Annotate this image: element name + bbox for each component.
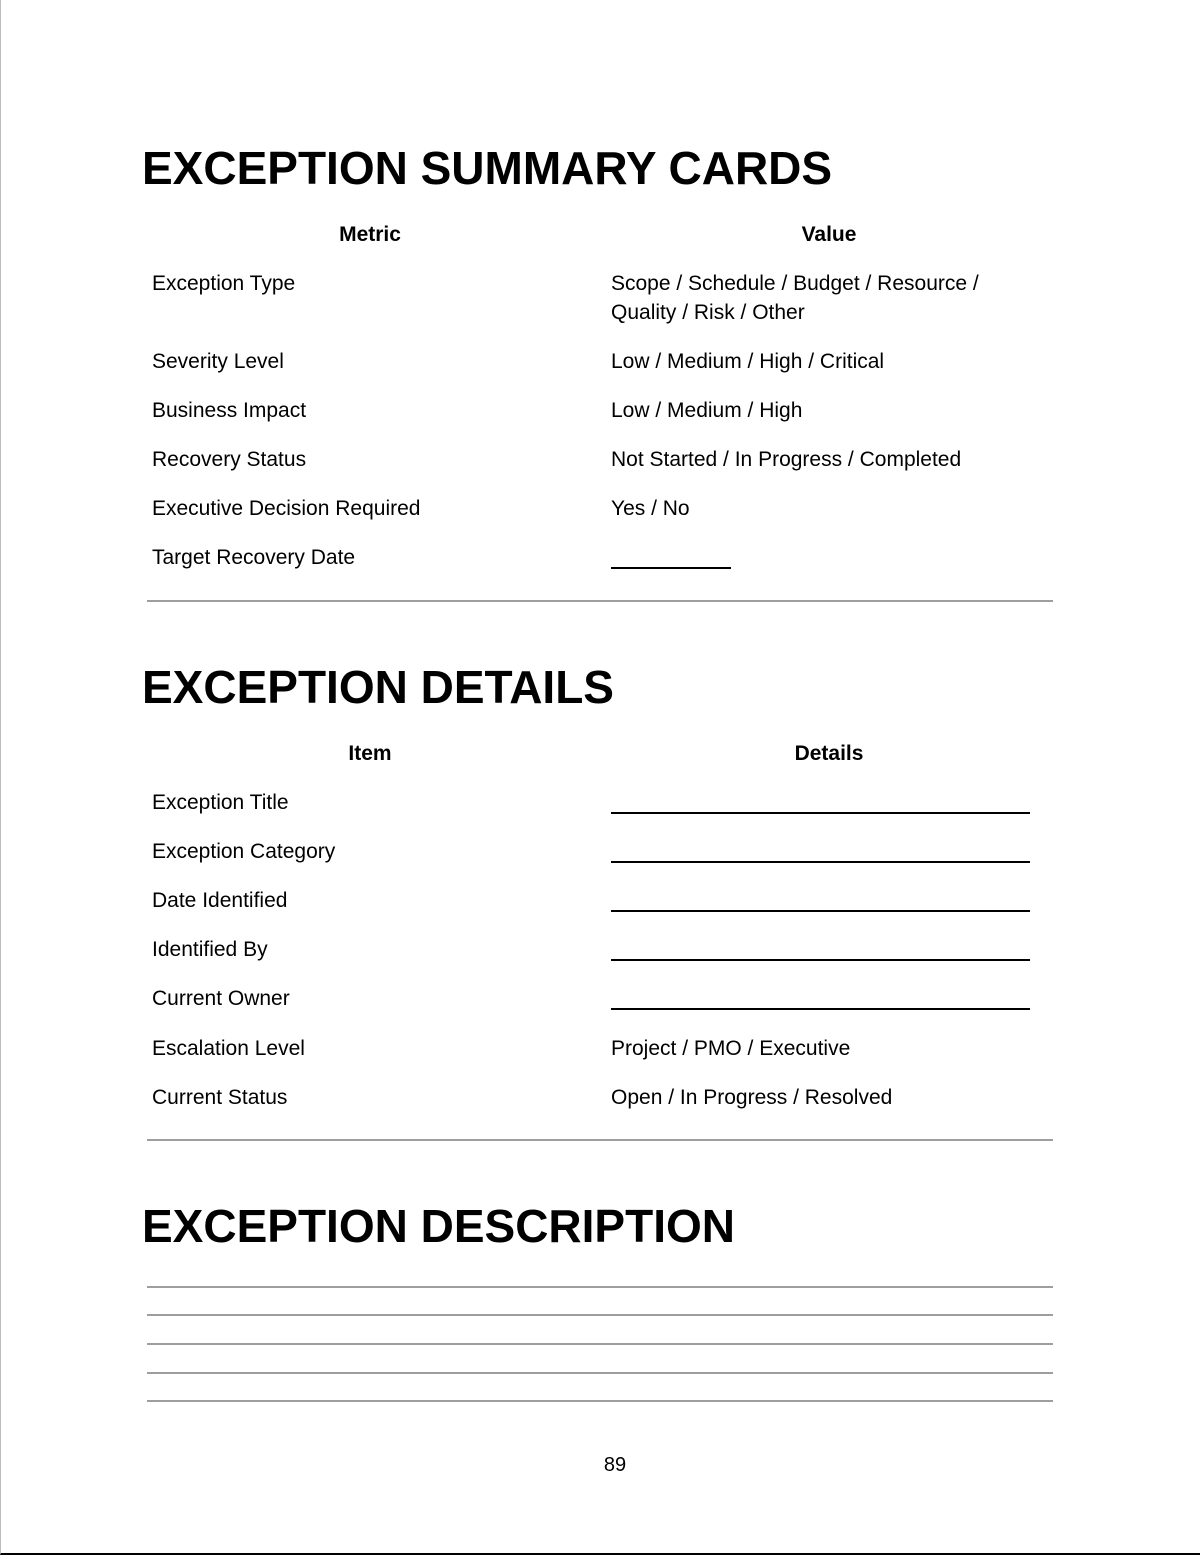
date-identified-blank[interactable] [611, 910, 1030, 912]
summary-value-business-impact: Low / Medium / High [611, 399, 803, 422]
summary-label-target-recovery-date: Target Recovery Date [152, 546, 356, 569]
description-writing-line[interactable] [147, 1314, 1053, 1316]
section-divider [147, 600, 1053, 602]
description-writing-line[interactable] [147, 1372, 1053, 1374]
details-label-exception-category: Exception Category [152, 840, 336, 863]
details-label-date-identified: Date Identified [152, 889, 288, 912]
target-recovery-date-blank[interactable] [611, 567, 731, 569]
details-value-escalation-level: Project / PMO / Executive [611, 1037, 851, 1060]
details-title: EXCEPTION DETAILS [142, 661, 614, 713]
summary-col-value: Value [801, 223, 857, 246]
summary-col-metric: Metric [339, 223, 401, 246]
identified-by-blank[interactable] [611, 959, 1030, 961]
summary-value-executive-decision: Yes / No [611, 497, 690, 520]
summary-title: EXCEPTION SUMMARY CARDS [142, 142, 833, 194]
page-number: 89 [603, 1454, 627, 1476]
description-writing-line[interactable] [147, 1286, 1053, 1288]
description-writing-line[interactable] [147, 1343, 1053, 1345]
summary-label-business-impact: Business Impact [152, 399, 307, 422]
description-title: EXCEPTION DESCRIPTION [142, 1200, 735, 1252]
details-label-escalation-level: Escalation Level [152, 1037, 305, 1060]
summary-label-exception-type: Exception Type [152, 272, 296, 295]
exception-category-blank[interactable] [611, 861, 1030, 863]
summary-label-severity-level: Severity Level [152, 350, 284, 373]
exception-title-blank[interactable] [611, 812, 1030, 814]
summary-value-exception-type-line1: Scope / Schedule / Budget / Resource / [611, 272, 979, 295]
details-col-item: Item [348, 742, 392, 765]
summary-label-executive-decision: Executive Decision Required [152, 497, 421, 520]
details-label-current-owner: Current Owner [152, 987, 290, 1010]
summary-value-severity-level: Low / Medium / High / Critical [611, 350, 885, 373]
summary-value-exception-type-line2: Quality / Risk / Other [611, 301, 805, 324]
details-value-current-status: Open / In Progress / Resolved [611, 1086, 893, 1109]
description-writing-line[interactable] [147, 1400, 1053, 1402]
details-label-identified-by: Identified By [152, 938, 268, 961]
section-divider [147, 1139, 1053, 1141]
details-col-details: Details [794, 742, 864, 765]
summary-value-recovery-status: Not Started / In Progress / Completed [611, 448, 962, 471]
current-owner-blank[interactable] [611, 1008, 1030, 1010]
details-label-exception-title: Exception Title [152, 791, 289, 814]
details-label-current-status: Current Status [152, 1086, 288, 1109]
summary-label-recovery-status: Recovery Status [152, 448, 307, 471]
